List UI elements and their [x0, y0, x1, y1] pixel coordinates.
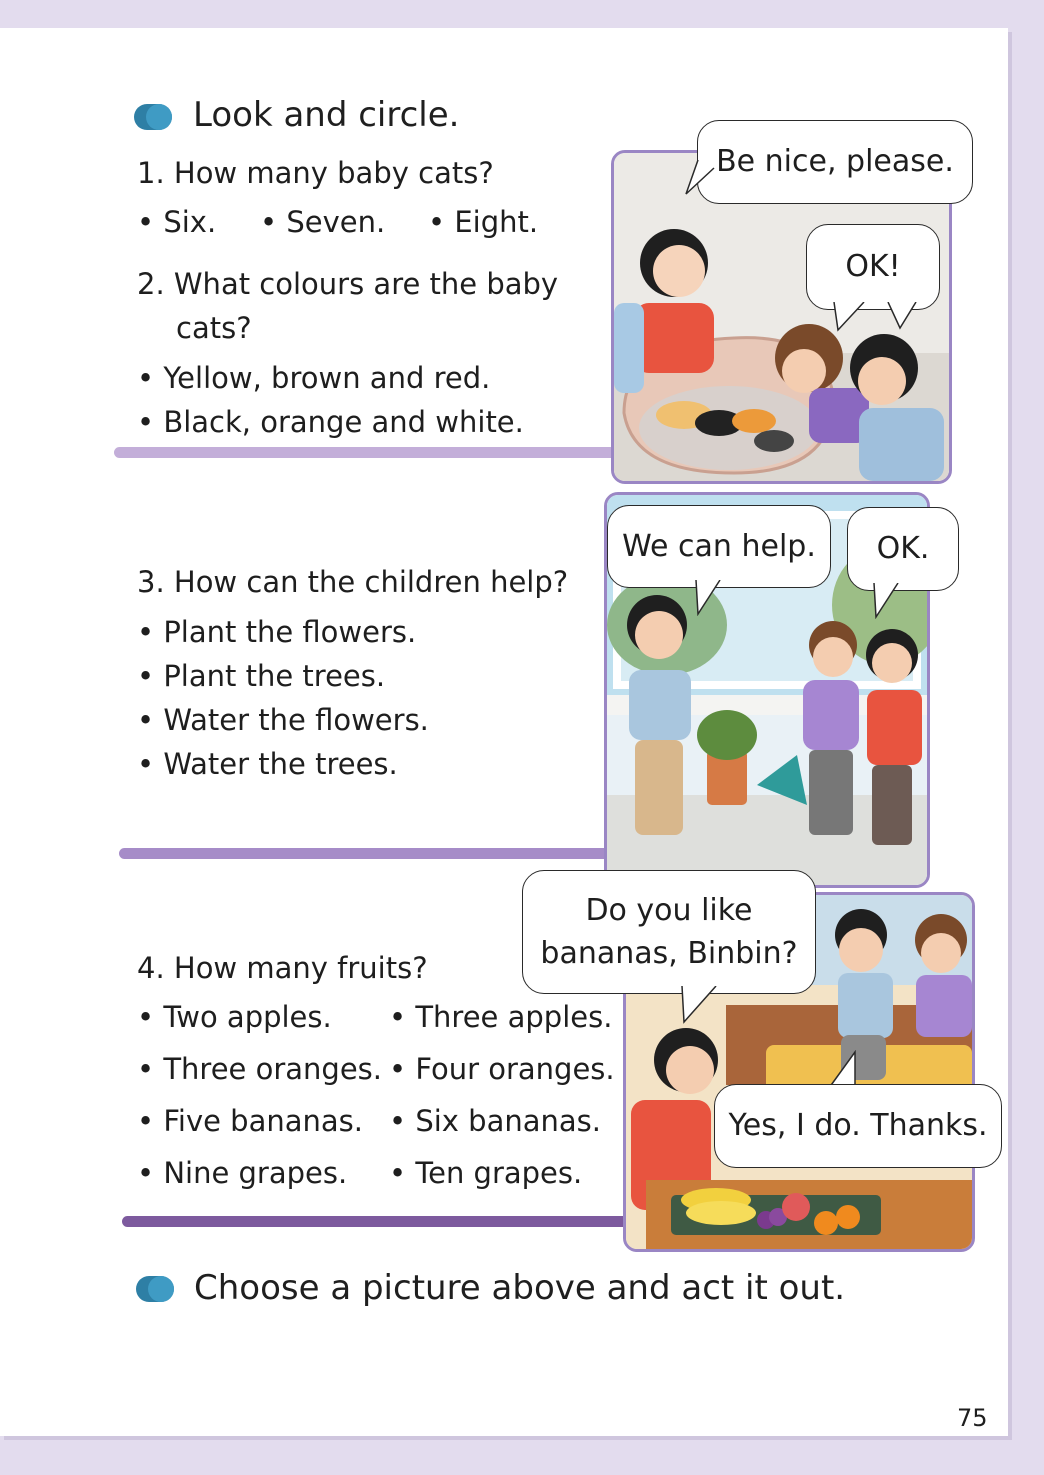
- option[interactable]: • Four oranges.: [389, 1052, 615, 1086]
- divider-bar: [122, 1216, 632, 1227]
- speech-bubble: Be nice, please.: [697, 120, 973, 204]
- option[interactable]: • Black, orange and white.: [137, 405, 524, 439]
- section-heading: Look and circle.: [193, 95, 460, 135]
- question-2: 2. What colours are the baby: [137, 267, 559, 301]
- option[interactable]: • Six.: [137, 205, 217, 239]
- speech-bubble: Yes, I do. Thanks.: [714, 1084, 1002, 1168]
- question-1: 1. How many baby cats?: [137, 156, 494, 190]
- divider-bar: [119, 848, 614, 859]
- bubble-tail: [830, 302, 920, 332]
- bubble-tail: [694, 580, 724, 616]
- question-2-cont: cats?: [176, 311, 252, 345]
- speech-bubble: OK!: [806, 224, 940, 310]
- bubble-line: bananas, Binbin?: [540, 936, 798, 971]
- option[interactable]: • Ten grapes.: [389, 1156, 583, 1190]
- option[interactable]: • Nine grapes.: [137, 1156, 348, 1190]
- question-4: 4. How many fruits?: [137, 951, 428, 985]
- page-number: 75: [957, 1404, 988, 1432]
- section-bullet-icon: [134, 104, 172, 130]
- question-3: 3. How can the children help?: [137, 565, 569, 599]
- option[interactable]: • Yellow, brown and red.: [137, 361, 491, 395]
- option[interactable]: • Three oranges.: [137, 1052, 382, 1086]
- bubble-tail: [680, 986, 720, 1024]
- bubble-tail: [684, 160, 718, 196]
- option[interactable]: • Seven.: [260, 205, 386, 239]
- option[interactable]: • Plant the flowers.: [137, 615, 417, 649]
- option[interactable]: • Eight.: [428, 205, 539, 239]
- speech-bubble: OK.: [847, 507, 959, 591]
- option[interactable]: • Three apples.: [389, 1000, 613, 1034]
- bubble-line: Do you like: [585, 892, 753, 928]
- option[interactable]: • Five bananas.: [137, 1104, 363, 1138]
- divider-bar: [114, 447, 624, 458]
- option[interactable]: • Six bananas.: [389, 1104, 601, 1138]
- section-bullet-icon: [136, 1276, 174, 1302]
- speech-bubble: [522, 870, 816, 994]
- bubble-tail: [872, 583, 902, 619]
- option[interactable]: • Plant the trees.: [137, 659, 386, 693]
- option[interactable]: • Water the trees.: [137, 747, 398, 781]
- option[interactable]: • Two apples.: [137, 1000, 332, 1034]
- option[interactable]: • Water the flowers.: [137, 703, 429, 737]
- section-heading: Choose a picture above and act it out.: [194, 1268, 846, 1308]
- speech-bubble: We can help.: [607, 505, 831, 588]
